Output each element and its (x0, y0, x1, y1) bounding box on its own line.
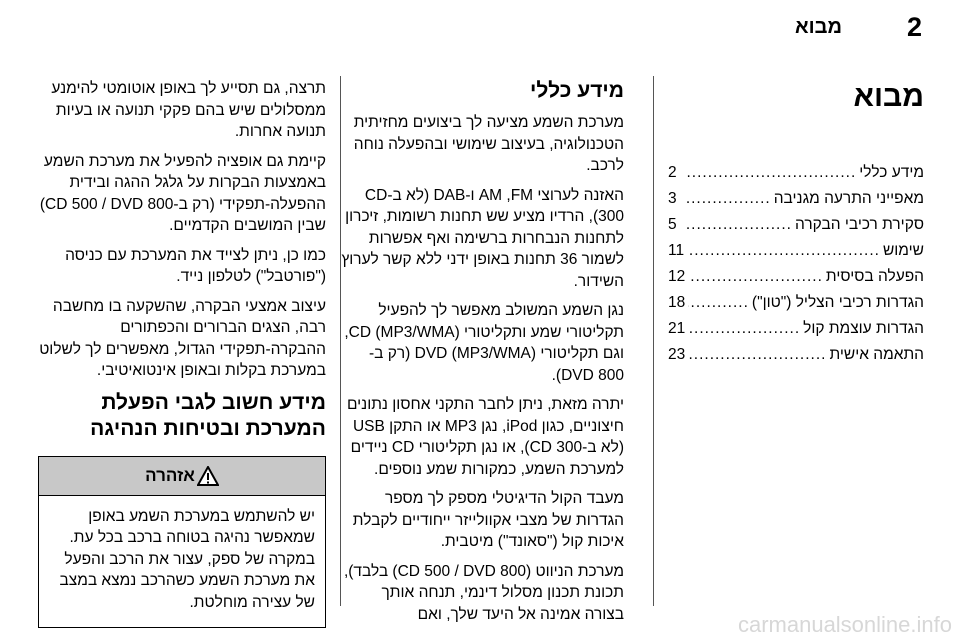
section-title: מידע חשוב לגבי הפעלת המערכת ובטיחות הנהיגה (90, 390, 326, 440)
paragraph: יתרה מזאת, ניתן לחבר התקני אחסון נתונים חיצוניים, כגון iPod, נגן MP3 או התקן USB (לא ב-CD 300), או נגן תקליטורי CD ניידים למערכת השמע, כמקורות שמע נוספים. (346, 396, 624, 478)
toc-title: מבוא (853, 80, 924, 113)
toc-item-page: 3 (668, 190, 677, 207)
toc-item-label: מאפייני התרעה מגניבה (773, 190, 924, 207)
toc-item-label: מידע כללי (859, 164, 924, 181)
paragraph: מערכת השמע מציעה לך ביצועים מחזיתית הטכנולוגיה, בעיצוב שימושי ובהפעלה נוחה לרכב. (353, 114, 624, 174)
page-number: 2 (906, 12, 922, 42)
toc-leader (688, 264, 823, 290)
toc-list (668, 160, 924, 368)
toc-item[interactable] (668, 290, 924, 316)
toc-item[interactable] (668, 238, 924, 264)
toc-leader (688, 290, 749, 316)
toc-leader (688, 342, 826, 368)
toc-item-label: סקירת רכיבי הבקרה (794, 216, 924, 233)
toc-item-page: 18 (668, 294, 686, 311)
toc-leader (685, 160, 856, 186)
toc-item[interactable] (668, 160, 924, 186)
toc-item[interactable] (668, 212, 924, 238)
continuation-column (38, 78, 326, 628)
section-title: מידע כללי (530, 79, 624, 102)
general-info-column (340, 78, 624, 633)
toc-item-page: 5 (668, 216, 677, 233)
column-divider (653, 76, 654, 606)
paragraph: מערכת הניווט (CD 500 / DVD 800) בלבד), תכונת תכנון מסלול דינמי, תנחה אותך בצורה אמינה אל היעד שלך, ואם (343, 562, 624, 623)
toc-item[interactable] (668, 186, 924, 212)
warning-box (38, 456, 326, 629)
toc-item[interactable] (668, 264, 924, 290)
toc-column (668, 78, 924, 368)
warning-title: אזהרה (145, 465, 195, 485)
watermark: carmanualsonline.info (737, 612, 952, 637)
toc-item-page: 23 (668, 346, 686, 363)
paragraph: עיצוב אמצעי הבקרה, שהשקעה בו מחשבה רבה, הצגים הברורים והכפתורים ההבקרה-תפקידי הגדול, מאפשרים לך לשלוט במערכת בקלות ובאופן אינטואיטיבי. (39, 297, 326, 379)
toc-item-page: 12 (668, 268, 686, 285)
toc-item-page: 11 (668, 242, 685, 259)
toc-item-label: הפעלה בסיסית (825, 268, 924, 285)
toc-item-label: הגדרות רכיבי הצליל ("טון") (751, 294, 924, 311)
toc-item-label: התאמה אישית (829, 346, 924, 363)
paragraph: תרצה, גם תסייע לך באופן אוטומטי להימנע ממסלולים שיש בהם פקקי תנועה או בעיות תנועה אחרות. (51, 80, 326, 140)
toc-item-page: 2 (668, 164, 677, 181)
page-header (0, 0, 960, 58)
toc-item[interactable] (668, 316, 924, 342)
warning-header (39, 457, 325, 496)
toc-leader (687, 238, 880, 264)
paragraph: נגן השמע המשולב מאפשר לך להפעיל תקליטורי שמע ותקליטורי CD (MP3/WMA), וגם תקליטורי DVD (MP3/WMA) (רק ב-DVD 800). (344, 302, 624, 384)
warning-triangle-icon (197, 466, 219, 486)
paragraph: קיימת גם אופציה להפעיל את מערכת השמע באמצעות הבקרות על גלגל ההגה ובידית ההפעלה-תפקידי (רק ב-CD 500 / DVD 800) שבין המושבים הקדמיים. (39, 152, 326, 234)
toc-item-label: הגדרות עוצמת קול (803, 320, 924, 337)
toc-leader (685, 186, 771, 212)
toc-item[interactable] (668, 342, 924, 368)
paragraph: כמו כן, ניתן לצייד את המערכת עם כניסה ("פורטבל") לטלפון נייד. (65, 246, 326, 285)
paragraph: מעבד הקול הדיגיטלי מספק לך מספר הגדרות של מצבי אקוולייזר ייחודיים לקבלת איכות קול ("סאונד") מיטבית. (352, 490, 624, 550)
toc-leader (685, 212, 792, 238)
toc-item-label: שימוש (882, 242, 924, 259)
toc-leader (688, 316, 800, 342)
warning-text: יש להשתמש במערכת השמע באופן שמאפשר נהיגה בטוחה ברכב בכל עת. במקרה של ספק, עצור את הרכב והפעל את מערכת השמע כשהרכב נמצא במצב של עצירה מוחלטת. (59, 507, 315, 611)
paragraph: האזנה לערוצי AM ,FM ו-DAB (לא ב-CD 300), הרדיו מציע שש תחנות רשומות, זיכרון לתחנות הנבחרות ברשימה ואף אפשרות לשמור 36 תחנות באופן ידני ללא קשר לערוץ השידור. (341, 186, 624, 290)
running-head: מבוא (794, 16, 842, 38)
toc-item-page: 21 (668, 320, 686, 337)
